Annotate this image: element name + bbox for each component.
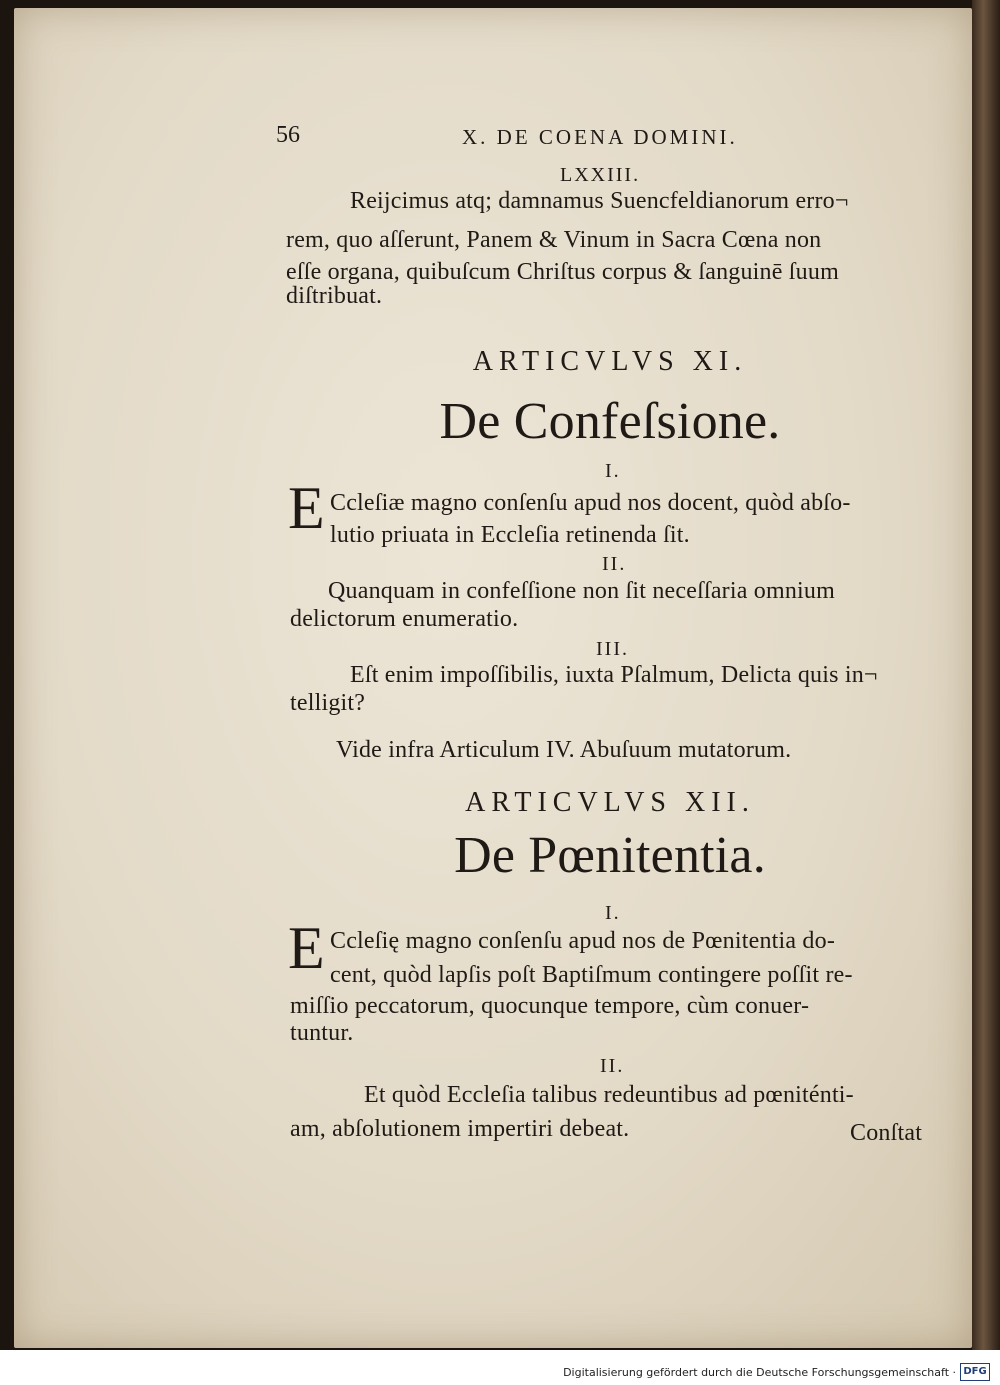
book-spine-edge — [972, 0, 1000, 1350]
text-line: Reijcimus atq; damnamus Suencfeldianorum erro¬ — [350, 188, 849, 214]
text-line: tuntur. — [290, 1020, 354, 1046]
article-heading: ARTICVLVS XI. — [472, 346, 748, 377]
item-numeral: III. — [596, 638, 629, 660]
page-number: 56 — [276, 122, 300, 148]
funding-credit: Digitalisierung gefördert durch die Deutsche Forschungsgemeinschaft · — [563, 1366, 956, 1379]
article-title: De Confeſsione. — [439, 393, 781, 450]
text-line: miſſio peccatorum, quocunque tempore, cùm conuer- — [290, 993, 810, 1019]
text-line: cent, quòd lapſis poſt Baptiſmum contingere poſſit re- — [330, 962, 853, 988]
see-also-note: Vide infra Articulum IV. Abuſuum mutatorum. — [336, 737, 792, 763]
drop-cap: E — [288, 475, 325, 541]
text-line: rem, quo aſſerunt, Panem & Vinum in Sacra Cœna non — [286, 227, 822, 253]
text-line: Ccleſiæ magno conſenſu apud nos docent, quòd abſo- — [330, 490, 851, 516]
article-heading: ARTICVLVS XII. — [465, 787, 755, 818]
text-line: am, abſolutionem impertiri debeat. — [290, 1116, 630, 1142]
item-numeral: II. — [602, 553, 627, 575]
catchword: Conſtat — [850, 1120, 923, 1146]
section-numeral: LXXIII. — [560, 164, 641, 186]
running-head: X. DE COENA DOMINI. — [462, 125, 738, 149]
item-numeral: I. — [605, 460, 621, 482]
text-line: Eſt enim impoſſibilis, iuxta Pſalmum, Delicta quis in¬ — [350, 662, 878, 688]
drop-cap: E — [288, 915, 325, 981]
text-line: lutio priuata in Eccleſia retinenda ſit. — [330, 522, 690, 548]
item-numeral: I. — [605, 902, 621, 924]
text-line: eſſe organa, quibuſcum Chriſtus corpus & ſanguinē ſuum — [286, 259, 839, 285]
dfg-logo: DFG — [960, 1363, 990, 1381]
text-line: telligit? — [290, 690, 366, 716]
text-line: diſtribuat. — [286, 283, 383, 309]
article-title: De Pœnitentia. — [454, 827, 766, 884]
item-numeral: II. — [600, 1055, 625, 1077]
text-line: Et quòd Eccleſia talibus redeuntibus ad pœniténti- — [364, 1082, 854, 1108]
text-line: Ccleſię magno conſenſu apud nos de Pœnitentia do- — [330, 928, 836, 954]
text-line: Quanquam in confeſſione non ſit neceſſaria omnium — [328, 578, 835, 604]
text-line: delictorum enumeratio. — [290, 606, 519, 632]
